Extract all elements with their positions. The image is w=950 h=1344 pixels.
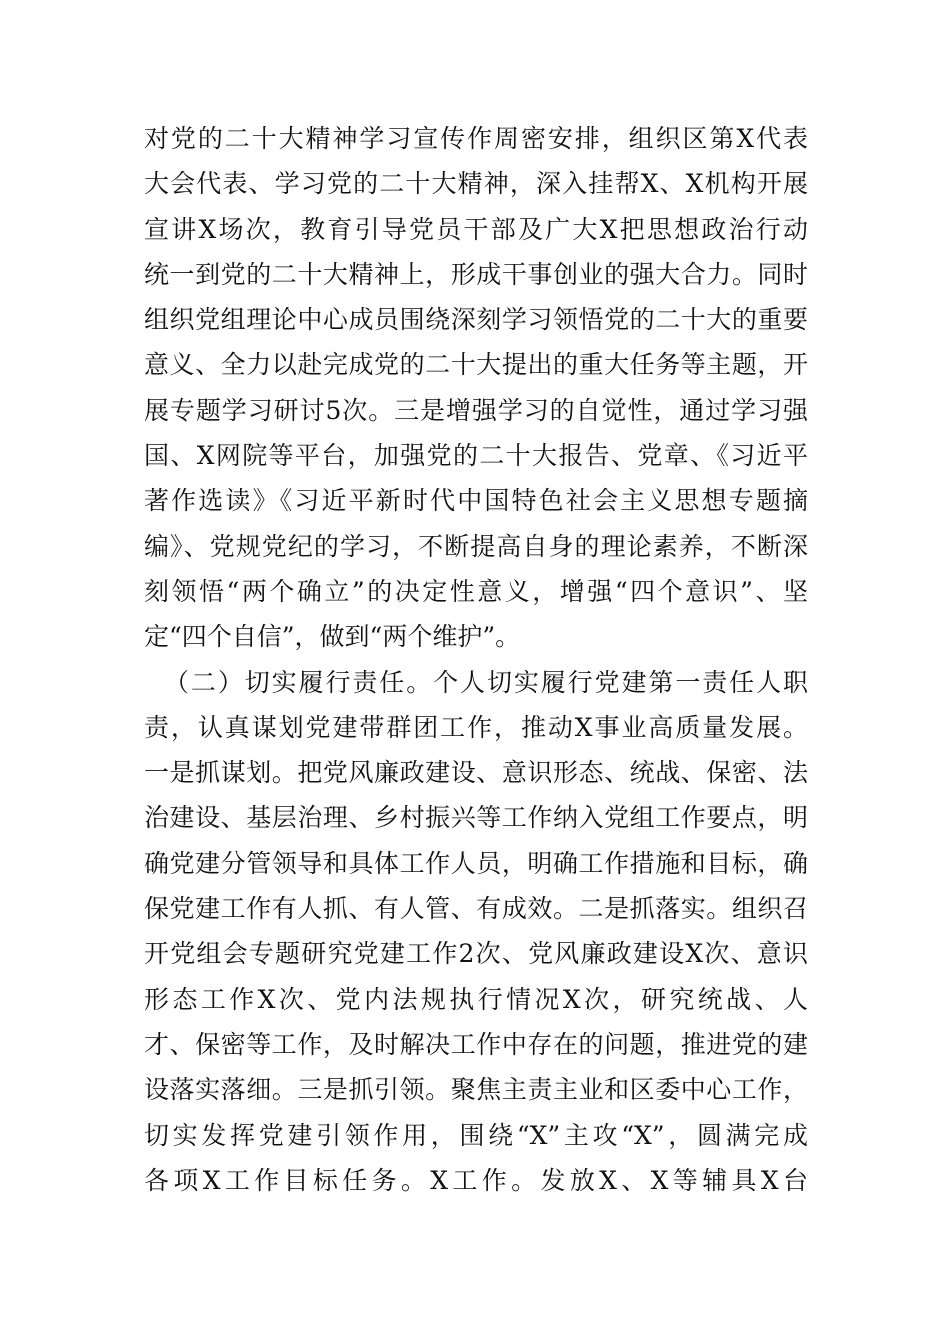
text-line: 确党建分管领导和具体工作人员，明确工作措施和目标，确: [144, 848, 808, 878]
text-line: 宣讲X场次，教育引导党员干部及广大X把思想政治行动: [144, 214, 808, 244]
text-line: 意义、全力以赴完成党的二十大提出的重大任务等主题，开: [144, 350, 808, 380]
text-line: 保党建工作有人抓、有人管、有成效。二是抓落实。组织召: [144, 894, 808, 924]
text-line: 国、X网院等平台，加强党的二十大报告、党章、《习近平: [144, 441, 808, 471]
document-body: [144, 116, 808, 1203]
text-line: 大会代表、学习党的二十大精神，深入挂帮X、X机构开展: [144, 169, 808, 199]
text-line: 形态工作X次、党内法规执行情况X次，研究统战、人: [144, 984, 808, 1014]
text-line: 设落实落细。三是抓引领。聚焦主责主业和区委中心工作，: [144, 1075, 808, 1105]
text-line: 切实发挥党建引领作用，围绕“X”主攻“X”，圆满完成: [144, 1120, 808, 1150]
text-line: 刻领悟“两个确立”的决定性意义，增强“四个意识”、坚: [144, 576, 808, 606]
text-line: 各项X工作目标任务。X工作。发放X、X等辅具X台: [144, 1165, 808, 1195]
text-line: 才、保密等工作，及时解决工作中存在的问题，推进党的建: [144, 1029, 808, 1059]
text-line: 著作选读》《习近平新时代中国特色社会主义思想专题摘: [144, 486, 808, 516]
text-line: 对党的二十大精神学习宣传作周密安排，组织区第X代表: [144, 124, 808, 153]
text-line: 责，认真谋划党建带群团工作，推动X事业高质量发展。: [144, 712, 808, 742]
text-line: 展专题学习研讨5次。三是增强学习的自觉性，通过学习强: [144, 395, 808, 425]
text-line: 编》、党规党纪的学习，不断提高自身的理论素养，不断深: [144, 531, 808, 561]
paragraph-2: [144, 660, 808, 1204]
text-line: 组织党组理论中心成员围绕深刻学习领悟党的二十大的重要: [144, 305, 808, 335]
text-line: 一是抓谋划。把党风廉政建设、意识形态、统战、保密、法: [144, 758, 808, 788]
text-line: 统一到党的二十大精神上，形成干事创业的强大合力。同时: [144, 259, 808, 289]
text-line: 治建设、基层治理、乡村振兴等工作纳入党组工作要点，明: [144, 803, 808, 833]
section-heading-line: （二）切实履行责任。个人切实履行党建第一责任人职: [164, 667, 808, 697]
text-line: 定“四个自信”，做到“两个维护”。: [144, 622, 521, 652]
text-line: 开党组会专题研究党建工作2次、党风廉政建设X次、意识: [144, 939, 808, 969]
paragraph-1: [144, 116, 808, 660]
